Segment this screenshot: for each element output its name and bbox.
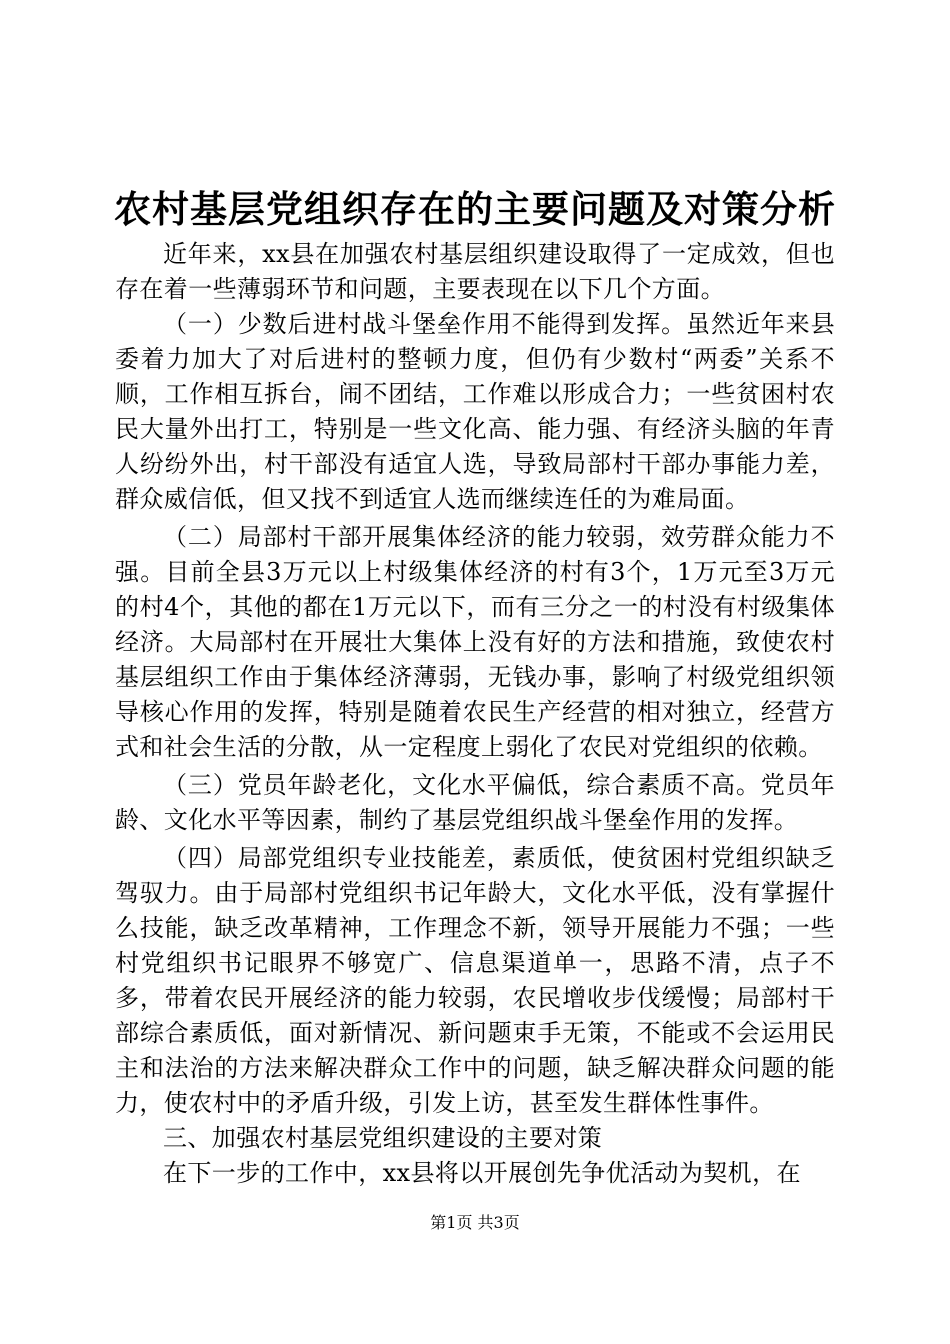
document-body [115, 237, 835, 1191]
page-footer: 第1页 共3页 [430, 1213, 520, 1232]
paragraph-issue-2: （二）局部村干部开展集体经济的能力较弱，效劳群众能力不强。目前全县3万元以上村级集体经济的村有3个，1万元至3万元的村4个，其他的都在1万元以下，而有三分之一的村没有村级集体经济。大局部村在开展壮大集体上没有好的方法和措施，致使农村基层组织工作由于集体经济薄弱，无钱办事，影响了村级党组织领导核心作用的发挥，特别是随着农民生产经营的相对独立，经营方式和社会生活的分散，从一定程度上弱化了农民对党组织的依赖。 [115, 523, 835, 761]
paragraph-issue-3: （三）党员年龄老化，文化水平偏低，综合素质不高。党员年龄、文化水平等因素，制约了基层党组织战斗堡垒作用的发挥。 [115, 771, 835, 834]
paragraph-issue-1: （一）少数后进村战斗堡垒作用不能得到发挥。虽然近年来县委着力加大了对后进村的整顿力度，但仍有少数村“两委”关系不顺，工作相互拆台，闹不团结，工作难以形成合力；一些贫困村农民大量外出打工，特别是一些文化高、能力强、有经济头脑的年青人纷纷外出，村干部没有适宜人选，导致局部村干部办事能力差，群众威信低，但又找不到适宜人选而继续连任的为难局面。 [115, 310, 835, 513]
document-title: 农村基层党组织存在的主要问题及对策分析 [114, 187, 836, 231]
paragraph-intro: 近年来，xx县在加强农村基层组织建设取得了一定成效，但也存在着一些薄弱环节和问题，主要表现在以下几个方面。 [115, 240, 835, 303]
paragraph-issue-4: （四）局部党组织专业技能差，素质低，使贫困村党组织缺乏驾驭力。由于局部村党组织书记年龄大，文化水平低，没有掌握什么技能，缺乏改革精神，工作理念不新，领导开展能力不强；一些村党组织书记眼界不够宽广、信息渠道单一，思路不清，点子不多，带着农民开展经济的能力较弱，农民增收步伐缓慢；局部村干部综合素质低，面对新情况、新问题束手无策，不能或不会运用民主和法治的方法来解决群众工作中的问题，缺乏解决群众问题的能力，使农村中的矛盾升级，引发上访，甚至发生群体性事件。 [115, 844, 835, 1117]
paragraph-next-steps: 在下一步的工作中，xx县将以开展创先争优活动为契机，在 [163, 1159, 801, 1187]
section-heading-countermeasures: 三、加强农村基层党组织建设的主要对策 [163, 1124, 603, 1152]
